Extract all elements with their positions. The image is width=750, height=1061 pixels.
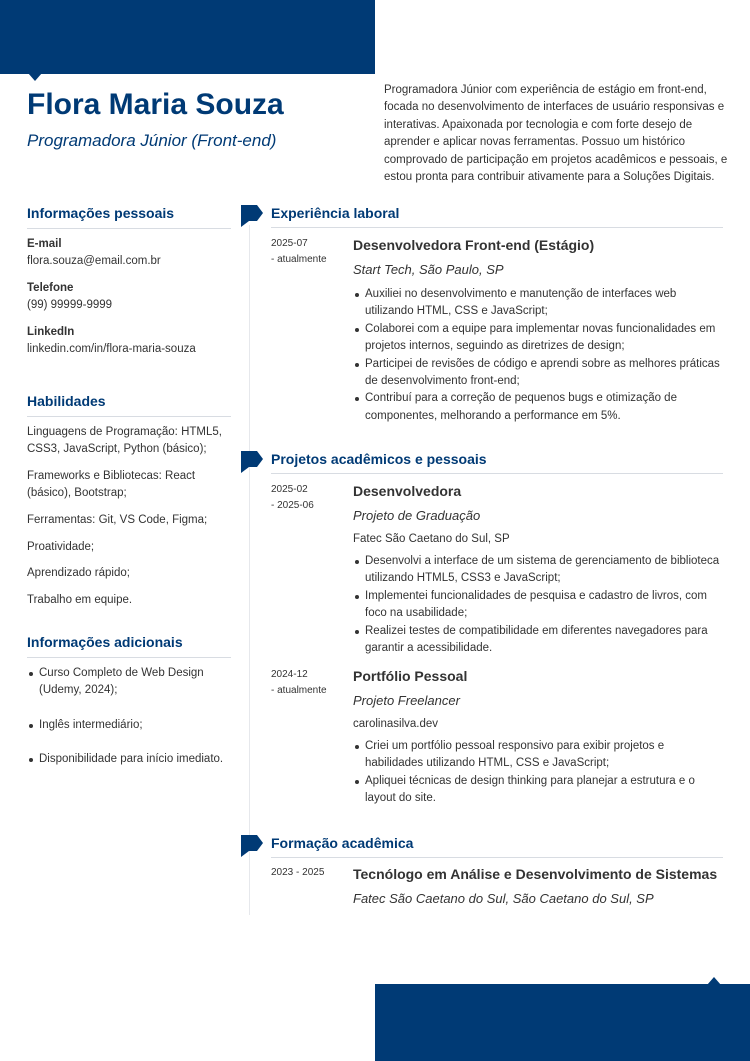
phone-label: Telefone bbox=[27, 282, 74, 294]
linkedin-label: LinkedIn bbox=[27, 326, 75, 338]
skill-item: Aprendizado rápido; bbox=[27, 567, 130, 579]
entry-date: 2025-07 - atualmente bbox=[271, 238, 327, 265]
phone-value: (99) 99999-9999 bbox=[27, 299, 113, 311]
top-band-notch bbox=[28, 73, 42, 81]
list-item: Desenvolvi a interface de um sistema de gerenciamento de biblioteca utilizando HTML5, CSS3 e JavaScript; bbox=[365, 553, 723, 588]
entry-date: 2024-12 - atualmente bbox=[271, 669, 327, 696]
email-value: flora.souza@email.com.br bbox=[27, 255, 161, 267]
entry-school: Fatec São Caetano do Sul, São Caetano do Sul, SP bbox=[353, 891, 654, 906]
list-item: Criei um portfólio pessoal responsivo para exibir projetos e habilidades utilizando HTML, CSS e JavaScript; bbox=[365, 738, 723, 773]
entry-bullets bbox=[365, 738, 723, 808]
candidate-role: Programadora Júnior (Front-end) bbox=[27, 131, 277, 150]
list-item: Curso Completo de Web Design (Udemy, 2024); bbox=[39, 665, 239, 700]
section-flag-icon bbox=[241, 835, 263, 857]
additional-info-heading: Informações adicionais bbox=[27, 634, 231, 658]
skill-item: Trabalho em equipe. bbox=[27, 594, 133, 606]
entry-title: Desenvolvedora Front-end (Estágio) bbox=[353, 237, 595, 253]
email-label: E-mail bbox=[27, 238, 62, 250]
entry-bullets bbox=[365, 286, 723, 425]
skill-item: Frameworks e Bibliotecas: React (básico), Bootstrap; bbox=[27, 470, 196, 500]
education-heading: Formação acadêmica bbox=[271, 835, 723, 858]
list-item: Colaborei com a equipe para implementar novas funcionalidades em projetos internos, seguindo as diretrizes de design; bbox=[365, 321, 723, 356]
section-flag-icon bbox=[241, 205, 263, 227]
entry-title: Portfólio Pessoal bbox=[353, 668, 468, 684]
experience-heading: Experiência laboral bbox=[271, 205, 723, 228]
entry-date: 2023 - 2025 bbox=[271, 867, 325, 878]
projects-heading: Projetos acadêmicos e pessoais bbox=[271, 451, 723, 474]
list-item: Realizei testes de compatibilidade em diferentes navegadores para garantir a acessibilidade. bbox=[365, 623, 723, 658]
skills-heading: Habilidades bbox=[27, 393, 231, 417]
entry-date: 2025-02 - 2025-06 bbox=[271, 484, 314, 511]
list-item: Apliquei técnicas de design thinking para planejar a estrutura e o layout do site. bbox=[365, 773, 723, 808]
list-item: Auxiliei no desenvolvimento e manutenção de interfaces web utilizando HTML, CSS e JavaScript; bbox=[365, 286, 723, 321]
bottom-band-notch bbox=[707, 977, 721, 985]
timeline-line bbox=[249, 225, 250, 915]
entry-location: Fatec São Caetano do Sul, SP bbox=[353, 533, 510, 545]
section-flag-icon bbox=[241, 451, 263, 473]
list-item: Implementei funcionalidades de pesquisa e cadastro de livros, com foco na usabilidade; bbox=[365, 588, 723, 623]
skill-item: Linguagens de Programação: HTML5, CSS3, JavaScript, Python (básico); bbox=[27, 426, 222, 456]
list-item: Inglês intermediário; bbox=[39, 717, 239, 734]
entry-bullets bbox=[365, 553, 723, 657]
entry-company: Start Tech, São Paulo, SP bbox=[353, 262, 504, 277]
entry-title: Desenvolvedora bbox=[353, 483, 462, 499]
linkedin-value: linkedin.com/in/flora-maria-souza bbox=[27, 343, 196, 355]
profile-summary: Programadora Júnior com experiência de estágio em front-end, focada no desenvolvimento de interfaces de usuário responsivas e interativas. Apaixonada por tecnologia e com forte desejo de aprender e aplicar novas ferramentas. Possuo um histórico comprovado de participação em projetos acadêmicos e pessoais, e estou pronta para contribuir ativamente para a Soluções Digitais. bbox=[384, 84, 728, 184]
entry-title: Tecnólogo em Análise e Desenvolvimento de Sistemas bbox=[353, 866, 718, 882]
entry-subtitle: Projeto Freelancer bbox=[353, 693, 460, 708]
list-item: Disponibilidade para início imediato. bbox=[39, 751, 239, 768]
entry-location: carolinasilva.dev bbox=[353, 718, 439, 730]
entry-subtitle: Projeto de Graduação bbox=[353, 508, 481, 523]
top-accent-band bbox=[0, 0, 375, 74]
bottom-accent-band bbox=[375, 984, 750, 1061]
additional-info-list bbox=[39, 665, 239, 786]
skill-item: Ferramentas: Git, VS Code, Figma; bbox=[27, 514, 208, 526]
personal-info-heading: Informações pessoais bbox=[27, 205, 231, 229]
list-item: Participei de revisões de código e aprendi sobre as melhores práticas de desenvolvimento front-end; bbox=[365, 356, 723, 391]
candidate-name: Flora Maria Souza bbox=[27, 88, 284, 121]
skill-item: Proatividade; bbox=[27, 541, 95, 553]
list-item: Contribuí para a correção de pequenos bugs e otimização de componentes, melhorando a performance em 5%. bbox=[365, 390, 723, 425]
